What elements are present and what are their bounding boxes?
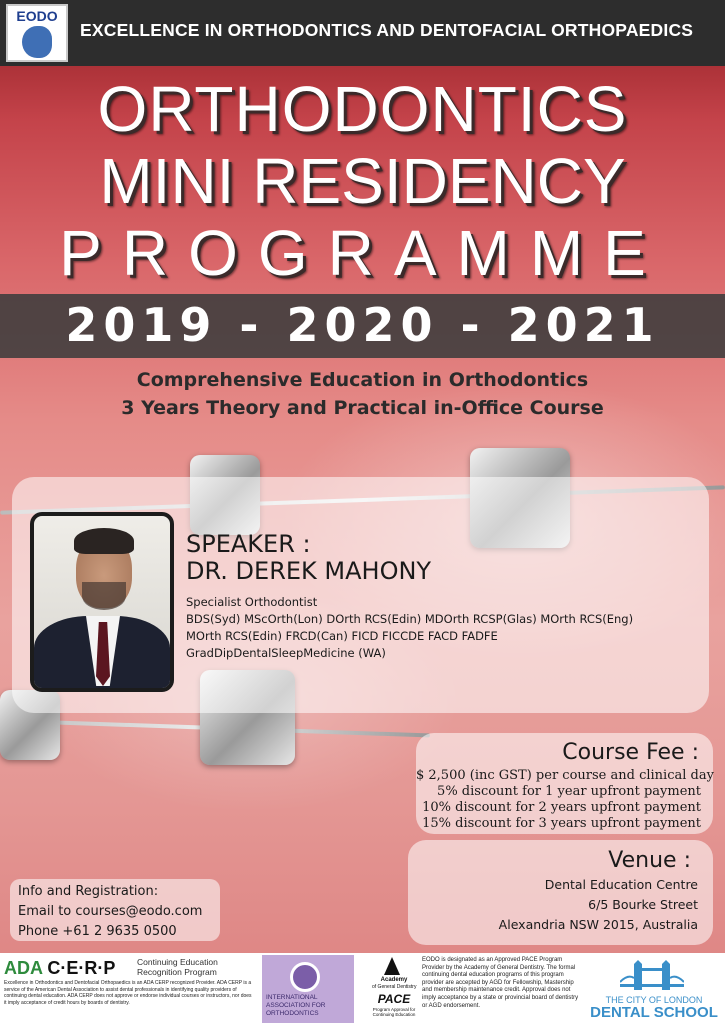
title-line-2: MINI RESIDENCY (99, 145, 626, 217)
venue-title: Venue : (608, 848, 691, 873)
pace-disclaimer: EODO is designated as an Approved PACE Program Provider by the Academy of General Dentistry. The formal continuing dental education programs of this program provider are accepted by AGD for Fellowship, Mastership and membership maintenance credit. Approval does not imply acceptance by a state or provincial board of dentistry or AGD endorsement. (422, 957, 579, 1009)
info-email[interactable]: Email to courses@eodo.com (18, 904, 203, 919)
course-fee-line: 5% discount for 1 year upfront payment (437, 784, 701, 799)
cerp-brand: C·E·R·P (47, 958, 116, 978)
speaker-credential: Specialist Orthodontist (186, 595, 318, 609)
agd-line: Academy (380, 977, 408, 983)
agd-line: Continuing Education (372, 1012, 416, 1017)
header-tagline: EXCELLENCE IN ORTHODONTICS AND DENTOFACIAL ORTHOPAEDICS (80, 20, 694, 40)
info-phone[interactable]: Phone +61 2 9635 0500 (18, 924, 177, 939)
agd-pace: PACE (377, 992, 411, 1006)
ada-tagline: Continuing Education Recognition Program (137, 957, 218, 977)
course-fee-line: $ 2,500 (inc GST) per course and clinical day (416, 768, 714, 783)
logo-text: EODO (16, 8, 58, 24)
venue-line: Alexandria NSW 2015, Australia (498, 917, 698, 932)
speaker-credential: MOrth RCS(Edin) FRCD(Can) FICD FICCDE FACD FADFE (186, 629, 498, 643)
agd-line: Program Approval for (372, 1007, 416, 1012)
year-bar (0, 294, 725, 358)
speaker-photo (30, 512, 174, 692)
course-fee-line: 15% discount for 3 years upfront payment (422, 816, 701, 831)
subtitle-line-1: Comprehensive Education in Orthodontics (136, 369, 589, 391)
years-text: 2019 - 2020 - 2021 (65, 298, 660, 352)
speaker-label: SPEAKER : (186, 530, 311, 558)
speaker-credential: GradDipDentalSleepMedicine (WA) (186, 646, 386, 660)
ada-cerp-logo (4, 958, 115, 979)
speaker-name: DR. DEREK MAHONY (186, 557, 432, 585)
subtitle-line-2: 3 Years Theory and Practical in-Office Course (121, 397, 604, 419)
speaker-credential: BDS(Syd) MScOrth(Lon) DOrth RCS(Edin) MDOrth RCSP(Glas) MOrth RCS(Eng) (186, 612, 634, 626)
globe-icon (290, 962, 320, 992)
ada-disclaimer: Excellence in Orthodontics and Dentofacial Orthopaedics is an ADA CERP recognized Provider. ADA CERP is a service of the American Dental Association to assist dental professionals in identifying quality providers of continuing dental education. ADA CERP does not approve or endorse individual courses or instructors, nor does it imply acceptance of credit hours by boards of dentistry. (4, 980, 252, 1006)
eodo-logo (6, 4, 68, 62)
info-heading: Info and Registration: (18, 884, 159, 899)
tower-bridge-icon (620, 960, 684, 992)
course-fee-title: Course Fee : (562, 740, 699, 765)
title-line-3: PROGRAMME (59, 217, 666, 289)
london-school: DENTAL SCHOOL (590, 1004, 718, 1021)
agd-line: of General Dentistry (372, 984, 417, 990)
agd-triangle-icon (384, 957, 400, 975)
venue-line: 6/5 Bourke Street (588, 897, 698, 912)
iao-text: INTERNATIONAL ASSOCIATION FOR ORTHODONTICS (266, 994, 326, 1017)
ada-brand: ADA (4, 958, 43, 978)
logo-face-icon (22, 26, 52, 58)
venue-line: Dental Education Centre (544, 877, 698, 892)
london-name: THE CITY OF LONDON (605, 995, 703, 1005)
course-fee-line: 10% discount for 2 years upfront payment (422, 800, 701, 815)
title-line-1: ORTHODONTICS (97, 73, 628, 145)
